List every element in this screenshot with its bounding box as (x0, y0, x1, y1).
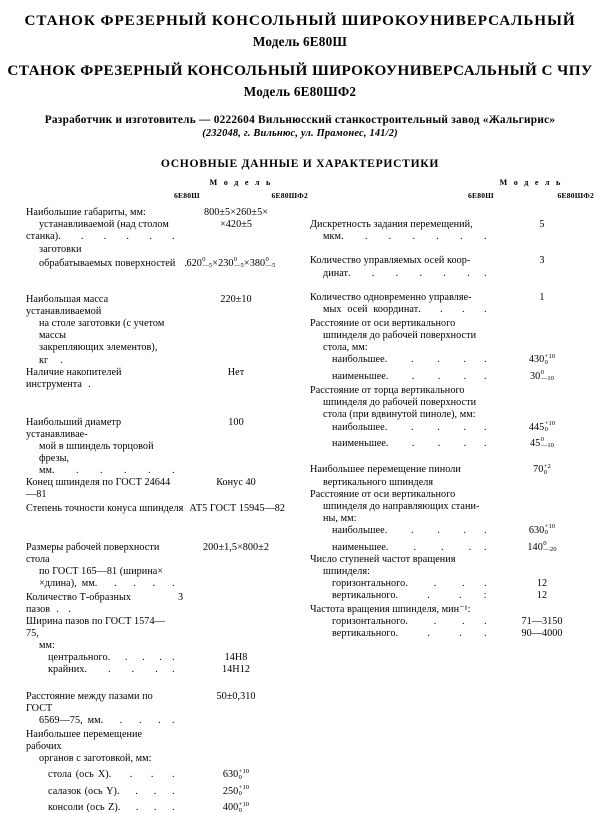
spec-label-line: центрального. . . . . (48, 652, 175, 664)
spec-label-line: наименьшее. . . . . (332, 541, 487, 553)
spec-value-line: 3 (539, 255, 545, 267)
spec-value-line: 620 0 —5 ×230 0 —5 ×380 0 —5 (186, 256, 276, 270)
spec-label (310, 542, 490, 554)
spec-row (310, 385, 594, 421)
spec-label (310, 292, 490, 316)
spec-value (490, 452, 594, 476)
spec-row (26, 679, 294, 727)
spec-label (26, 652, 178, 664)
spec-value (178, 679, 294, 703)
spec-row (310, 371, 594, 383)
spec-label-line: ×длина), мм. . . . . (39, 577, 176, 589)
spec-row (26, 258, 294, 270)
spec-label-line: Размеры рабочей поверхности стола (26, 541, 160, 565)
spec-row (310, 554, 594, 578)
spec-label-line: вертикального. . . : (332, 590, 487, 602)
machine-title-primary: СТАНОК ФРЕЗЕРНЫЙ КОНСОЛЬНЫЙ ШИРОКОУНИВЕРСАЛЬНЫЙ (24, 12, 576, 29)
spec-label-line: Количество Т-образных пазов . . (26, 591, 132, 615)
spec-label (310, 255, 490, 279)
spec-label-line: Наличие накопителей инструмента . (26, 366, 122, 390)
spec-label-line: наибольшее. . . . . (332, 354, 487, 366)
spec-row (26, 769, 294, 781)
spec-label (310, 628, 490, 640)
spec-label-line: наибольшее. . . . . (332, 525, 487, 537)
spec-value-line: 800±5×260±5× (203, 207, 269, 219)
spec-label-line: Число ступеней частот вращения (310, 553, 456, 565)
model-name-a-right: 6Е80Ш (468, 191, 494, 201)
spec-label-line: мм. . . . . . (39, 465, 175, 477)
spec-row (310, 354, 594, 366)
spec-label-line: закрепляющих элементов), кг . (39, 342, 158, 366)
spec-label (310, 590, 490, 602)
spec-label-line: Количество одновременно управляе- (310, 291, 472, 303)
spec-value (490, 280, 594, 304)
spec-label-line: наибольшее. . . . . (332, 421, 487, 433)
spec-value-line: 220±10 (220, 294, 252, 306)
spec-row (310, 280, 594, 316)
spec-label-line: салазок (ось Y). . . . (48, 785, 176, 797)
spec-label-line: мм: (39, 640, 55, 652)
model-name-b-left: 6Е80ШФ2 (271, 191, 308, 201)
spec-label (26, 294, 178, 367)
spec-value: 630 +10 0 (222, 767, 250, 781)
spec-value-line: 1 (539, 291, 545, 303)
spec-row (26, 616, 294, 652)
spec-label-line: Частота вращения шпинделя, мин⁻¹: (310, 604, 471, 616)
spec-row (310, 616, 594, 628)
spec-label-line: крайних. . . . . (48, 664, 175, 676)
spec-value: 14Н12 (222, 664, 250, 676)
spec-label-line: наименьшее. . . . . (332, 438, 487, 449)
spec-label (310, 525, 490, 537)
spec-row (310, 243, 594, 279)
spec-column-left (0, 207, 300, 814)
spec-label-line: обрабатываемых поверхностей . (39, 257, 188, 269)
spec-row (310, 590, 594, 602)
spec-value: Нет (227, 366, 245, 378)
spec-label-line: устанавливаемой (над столом (39, 219, 169, 231)
spec-value-line: 5 (539, 219, 545, 231)
spec-row (26, 652, 294, 664)
spec-label-line: Наибольшая масса устанавливаемой (26, 294, 109, 318)
spec-row (310, 525, 594, 537)
spec-label-line: Ширина пазов по ГОСТ 1574—75, (26, 616, 165, 640)
spec-label (310, 422, 490, 434)
spec-label (26, 691, 178, 727)
spec-row (26, 393, 294, 477)
spec-label-line: на столе заготовки (с учетом массы (39, 318, 165, 342)
spec-row (26, 477, 294, 501)
spec-row (26, 786, 294, 798)
spec-row (26, 207, 294, 255)
spec-label (310, 464, 490, 488)
machine-model-secondary: Модель 6Е80ШФ2 (243, 84, 357, 100)
spec-label (26, 367, 178, 391)
spec-label-line: Степень точности конуса шпинделя (26, 503, 184, 515)
spec-value: 3 (178, 591, 184, 603)
spec-value (178, 270, 294, 306)
spec-label-line: шпинделя до рабочей поверхности (323, 329, 477, 341)
spec-label-line: станка). . . . . . (26, 231, 175, 243)
spec-row (26, 518, 294, 590)
spec-label-line: Наибольшее перемещение пиноли (310, 464, 461, 476)
spec-label-line: стола, мм: (323, 341, 368, 353)
spec-label-line: мых осей координат. . . . (323, 303, 488, 315)
spec-label (26, 207, 178, 255)
spec-label (310, 578, 490, 590)
spec-label-line: наименьшее. . . . . (332, 370, 487, 382)
spec-value (178, 207, 294, 231)
spec-label (26, 257, 188, 270)
spec-label (26, 616, 178, 652)
spec-row (26, 729, 294, 765)
spec-label-line: органов с заготовкой, мм: (39, 753, 152, 765)
spec-label-line: горизонтального. . . . (332, 616, 487, 628)
spec-label-line: Наибольшее перемещение рабочих (26, 728, 143, 752)
spec-value (178, 393, 294, 429)
spec-label-line: Расстояние от оси вертикального (310, 317, 456, 329)
spec-label-line: динат. . . . . . . (323, 267, 487, 279)
model-header-right (462, 179, 600, 200)
spec-label-line: стола (при вдвинутой пиноле), мм: (323, 409, 476, 421)
spec-row (310, 438, 594, 450)
spec-label-line: Расстояние от торца вертикального (310, 384, 465, 396)
spec-row (310, 628, 594, 640)
spec-label (26, 477, 178, 501)
spec-label (26, 786, 178, 798)
spec-row (310, 421, 594, 433)
spec-row (26, 592, 294, 616)
spec-label-line: ны, мм: (323, 512, 357, 524)
spec-label-line: консоли (ось Z). . . . (48, 802, 175, 814)
spec-label (26, 542, 178, 590)
spec-value: 630 +10 0 (528, 523, 556, 537)
spec-row (310, 318, 594, 354)
spec-row (26, 367, 294, 391)
spec-row (310, 489, 594, 525)
spec-value: 12 (536, 590, 548, 602)
machine-title-secondary: СТАНОК ФРЕЗЕРНЫЙ КОНСОЛЬНЫЙ ШИРОКОУНИВЕРСАЛЬНЫЙ С ЧПУ (7, 62, 593, 80)
spec-row (310, 541, 594, 553)
specification-columns (0, 207, 600, 814)
spec-row (26, 664, 294, 676)
spec-label (310, 489, 490, 525)
section-heading: ОСНОВНЫЕ ДАННЫЕ И ХАРАКТЕРИСТИКИ (160, 157, 440, 171)
spec-label-line: мкм. . . . . . . (323, 231, 487, 243)
spec-value-line: 50±0,310 (216, 690, 256, 702)
spec-label-line: вертикального шпинделя (323, 476, 434, 488)
spec-value (178, 518, 294, 554)
spec-label-line: по ГОСТ 165—81 (ширина× (39, 565, 164, 577)
spec-value: 14Н8 (224, 652, 248, 664)
spec-label-line: 6569—75, мм. . . . . (39, 714, 175, 726)
spec-label-line: мой в шпиндель торцовой фрезы, (39, 440, 154, 465)
spec-row (310, 452, 594, 489)
spec-label (26, 417, 178, 477)
spec-label (310, 371, 490, 383)
spec-value-line: ×420±5 (219, 219, 252, 231)
spec-value (490, 243, 594, 267)
manufacturer-line: Разработчик и изготовитель — 0222604 Вильнюсский станкостроительный завод «Жальгирис» (44, 114, 556, 127)
spec-label (26, 729, 178, 765)
spec-label-line: Конец шпинделя по ГОСТ 24644—81 (26, 477, 171, 501)
spec-label-line: вертикального. . . . (332, 628, 487, 640)
spec-label-line: шпинделя: (323, 565, 370, 577)
spec-label (310, 385, 490, 421)
spec-row (26, 270, 294, 367)
spec-value-line: 100 (228, 416, 244, 428)
spec-row (310, 578, 594, 590)
spec-label (310, 604, 490, 616)
spec-column-right (300, 207, 600, 814)
spec-label (310, 219, 490, 243)
spec-label-line: шпинделя до направляющих стани- (323, 500, 480, 512)
spec-value (490, 207, 594, 231)
spec-value-line: 200±1,5×800±2 (203, 541, 269, 553)
spec-row (310, 207, 594, 243)
spec-label-line: Расстояние от оси вертикального (310, 488, 456, 500)
spec-value (168, 258, 294, 270)
model-header-label-left: М о д е л ь (209, 178, 273, 188)
manufacturer-address: (232048, г. Вильнюс, ул. Прамонес, 141/2) (202, 128, 398, 140)
spec-row (310, 604, 594, 616)
spec-label-line: стола (ось X). . . . (48, 769, 176, 781)
spec-label-line: Наибольшие габариты, мм: (26, 207, 146, 219)
spec-label-line: горизонтального. . . . (332, 577, 487, 589)
spec-label (310, 616, 490, 628)
spec-value: Конус 40 (216, 477, 256, 489)
spec-value: 45 0 —10 (529, 436, 555, 450)
spec-label-line: шпинделя до рабочей поверхности (323, 397, 477, 409)
machine-model-primary: Модель 6Е80Ш (252, 34, 348, 50)
spec-value: 445 +10 0 (528, 419, 556, 433)
model-name-a-left: 6Е80Ш (174, 191, 200, 201)
spec-value: 30 0 —10 (529, 369, 555, 382)
spec-row (26, 503, 294, 515)
model-header-label-right: М о д е л ь (499, 178, 563, 188)
spec-value: 430 +10 0 (528, 352, 556, 366)
spec-label (26, 503, 186, 515)
spec-label-line: Дискретность задания перемещений, (310, 219, 473, 231)
model-header-left (168, 179, 314, 200)
spec-label (26, 769, 178, 781)
spec-value: 90—4000 (521, 628, 563, 640)
model-name-b-right: 6Е80ШФ2 (557, 191, 594, 201)
spec-label (310, 554, 490, 578)
spec-label (310, 318, 490, 354)
spec-value: 12 (536, 577, 548, 589)
spec-label-line: Количество управляемых осей коор- (310, 255, 471, 267)
spec-label (310, 354, 490, 366)
spec-value: 71—3150 (521, 616, 563, 628)
model-column-headers (0, 179, 600, 207)
spec-label (26, 802, 178, 814)
spec-value-line: 70 +2 0 (533, 462, 551, 476)
spec-label-line: Наибольший диаметр устанавливае- (26, 416, 122, 440)
spec-label (26, 592, 170, 616)
title-block (0, 0, 600, 100)
spec-label (310, 438, 490, 450)
spec-value: АТ5 ГОСТ 15945—82 (189, 503, 286, 515)
spec-label-line: заготовки (39, 243, 82, 255)
spec-label (26, 664, 178, 676)
spec-label-line: Расстояние между пазами по ГОСТ (26, 690, 153, 714)
spec-value: 140 0 —20 (527, 539, 557, 553)
spec-row (26, 802, 294, 814)
spec-value: 400 +10 0 (222, 800, 250, 814)
spec-value: 250 +10 0 (222, 784, 250, 798)
